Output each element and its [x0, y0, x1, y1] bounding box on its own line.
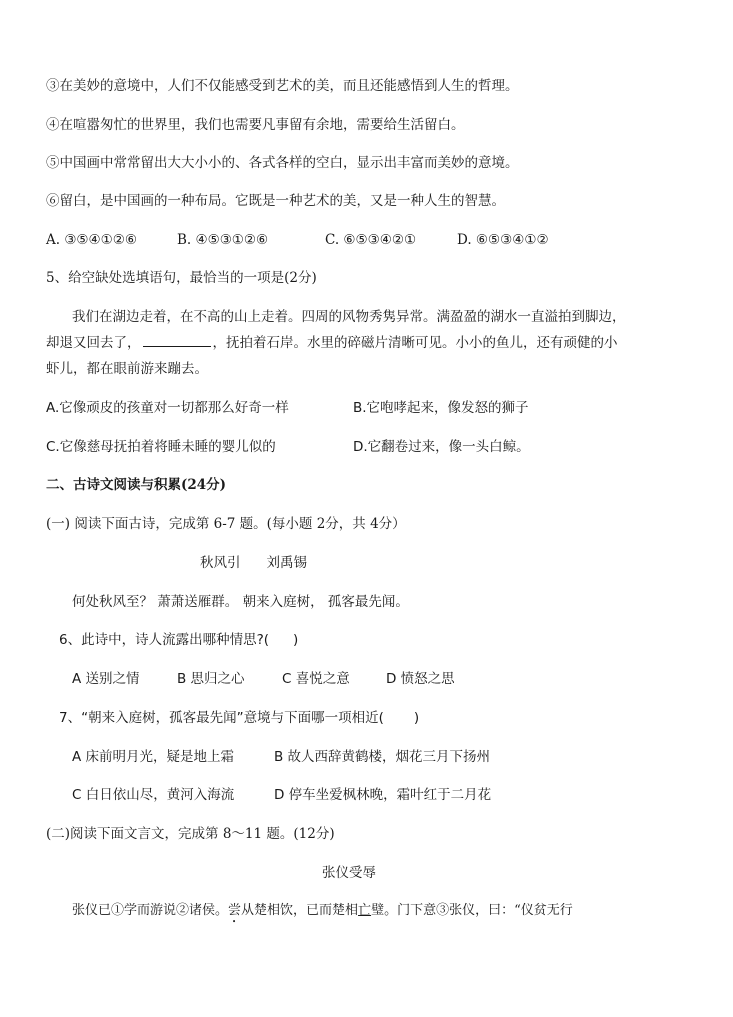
q6-stem-line — [59, 631, 298, 649]
prose-line-1 — [72, 902, 573, 926]
q4-option-b[interactable]: B. ④⑤③①②⑥ — [177, 232, 269, 248]
q5-passage-line-2-pre: 却退又回去了， — [46, 335, 141, 351]
section-2-title: 二、古诗文阅读与积累(24分) — [46, 477, 227, 493]
q6-option-c[interactable]: C 喜悦之意 — [282, 671, 350, 687]
q6-paren-open: ( — [263, 632, 270, 648]
poem-title-line — [200, 554, 307, 572]
prose-line-1-b: 从楚相饮，已而楚相 — [241, 903, 359, 918]
order-item-5: ⑤中国画中常常留出大大小小的、各式各样的空白，显示出丰富而美妙的意境。 — [46, 155, 519, 171]
q7-paren-close: ) — [413, 710, 420, 726]
q7-option-a[interactable]: A 床前明月光，疑是地上霜 — [72, 749, 235, 765]
q6-option-a[interactable]: A 送别之情 — [72, 671, 140, 687]
prose-line-1-c: 璧。门下意③张仪，曰：“仪贫无行 — [371, 903, 573, 918]
q5-stem: 5、给空缺处选填语句，最恰当的一项是(2分) — [46, 270, 317, 286]
q6-option-d[interactable]: D 愤怒之思 — [386, 671, 455, 687]
order-item-3: ③在美妙的意境中，人们不仅能感受到艺术的美，而且还能感悟到人生的哲理。 — [46, 78, 519, 94]
q5-option-b[interactable]: B.它咆哮起来，像发怒的狮子 — [353, 400, 529, 416]
prose-title: 张仪受辱 — [322, 865, 376, 881]
prose-line-1-a: 张仪已①学而游说②诸侯。 — [72, 903, 229, 918]
poem-author: 刘禹锡 — [266, 555, 307, 571]
q5-passage-line-3: 虾儿，都在眼前游来蹦去。 — [46, 361, 208, 377]
q6-option-b[interactable]: B 思归之心 — [177, 671, 245, 687]
q5-blank[interactable] — [143, 334, 211, 347]
q5-passage-line-2-post: ，抚拍着石岸。水里的碎磁片清晰可见。小小的鱼儿，还有顽健的小 — [212, 335, 618, 351]
q7-stem: 7、“朝来入庭树，孤客最先闻”意境与下面哪一项相近 — [59, 710, 379, 726]
order-item-6: ⑥留白，是中国画的一种布局。它既是一种艺术的美，又是一种人生的智慧。 — [46, 193, 505, 209]
q7-paren-open: ( — [378, 710, 384, 726]
q6-stem: 6、此诗中，诗人流露出哪种情思? — [59, 632, 264, 648]
poem-title: 秋风引 — [200, 555, 241, 571]
q5-passage-line-2 — [46, 334, 618, 352]
poem-intro: (一) 阅读下面古诗，完成第 6-7 题。(每小题 2分，共 4分） — [46, 516, 406, 532]
q7-option-c[interactable]: C 白日依山尽，黄河入海流 — [72, 787, 235, 803]
q6-paren-close: ) — [293, 632, 299, 648]
prose-dot-char: 尝 — [228, 903, 242, 918]
q4-option-c[interactable]: C. ⑥⑤③④②① — [325, 232, 417, 248]
q5-option-c[interactable]: C.它像慈母抚拍着将睡未睡的婴儿似的 — [46, 439, 276, 455]
order-item-4: ④在喧嚣匆忙的世界里，我们也需要凡事留有余地，需要给生活留白。 — [46, 117, 465, 133]
q4-option-a[interactable]: A. ③⑤④①②⑥ — [46, 232, 137, 248]
q5-option-d[interactable]: D.它翻卷过来，像一头白鲸。 — [353, 439, 530, 455]
q4-option-d[interactable]: D. ⑥⑤③④①② — [457, 232, 549, 248]
q7-option-d[interactable]: D 停车坐爱枫林晚，霜叶红于二月花 — [274, 787, 492, 803]
q7-stem-line — [59, 709, 419, 727]
poem-verse: 何处秋风至？ 萧萧送雁群。 朝来入庭树， 孤客最先闻。 — [72, 594, 409, 610]
q5-passage-line-1: 我们在湖边走着，在不高的山上走着。四周的风物秀隽异常。满盈盈的湖水一直溢拍到脚边， — [72, 309, 626, 325]
q7-option-b[interactable]: B 故人西辞黄鹤楼，烟花三月下扬州 — [274, 749, 491, 765]
q5-option-a[interactable]: A.它像顽皮的孩童对一切都那么好奇一样 — [46, 400, 289, 416]
prose-intro: (二)阅读下面文言文，完成第 8～11 题。(12分) — [46, 826, 335, 842]
prose-underlined-char: 亡 — [358, 903, 372, 918]
